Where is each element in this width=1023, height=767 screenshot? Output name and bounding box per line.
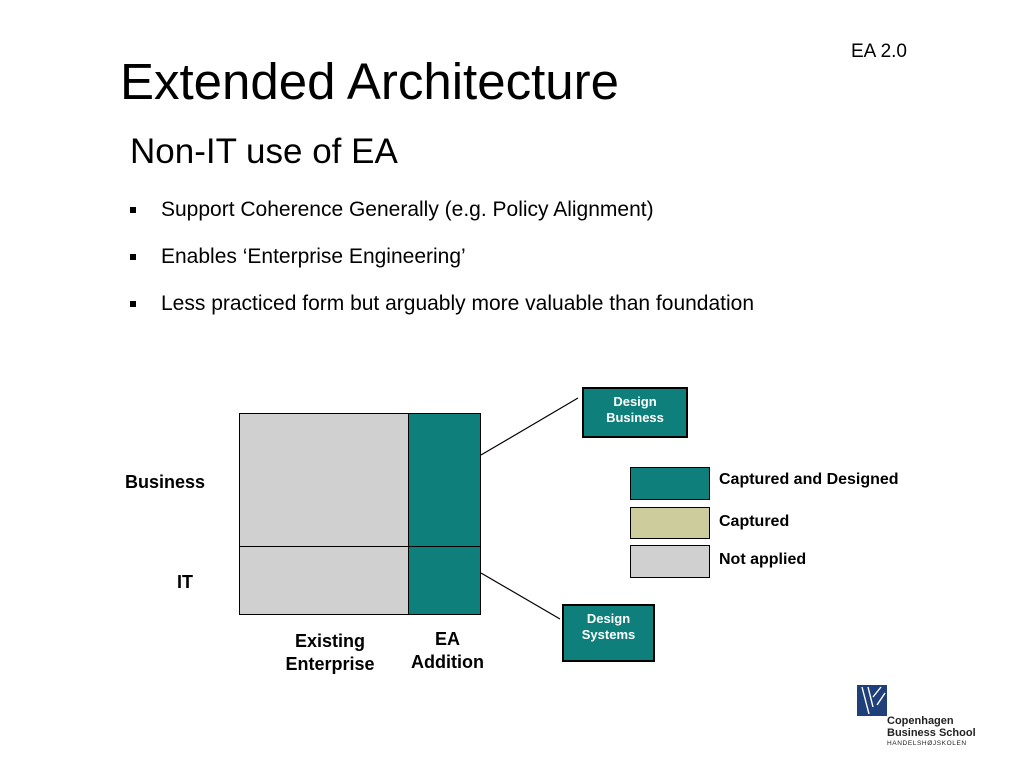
legend-swatch-captured-and-designed (630, 467, 710, 500)
column-label-line: Addition (411, 652, 484, 672)
bullet-text: Enables ‘Enterprise Engineering’ (161, 245, 466, 268)
legend-label-captured-and-designed: Captured and Designed (719, 471, 899, 488)
connector-line-business (481, 398, 578, 455)
existing-business-block (239, 413, 409, 547)
column-label-ea-addition (395, 628, 500, 674)
connector-line-systems (481, 573, 560, 619)
column-label-existing-enterprise (270, 630, 390, 676)
bullet-text: Support Coherence Generally (e.g. Policy Alignment) (161, 198, 654, 221)
legend-label-captured: Captured (719, 513, 790, 530)
slide-title: Extended Architecture (120, 53, 619, 110)
design-box-line: Business (606, 410, 664, 425)
design-box-line: Systems (581, 627, 636, 642)
column-label-line: Enterprise (285, 654, 375, 674)
cbs-logo-mark-icon (857, 685, 887, 716)
slide-tag: EA 2.0 (851, 41, 907, 62)
logo-line-copenhagen: Copenhagen (887, 715, 954, 727)
logo-line-business-school: Business School (887, 727, 976, 739)
cbs-logo (857, 685, 987, 755)
design-systems-box (562, 604, 655, 662)
slide-subtitle: Non-IT use of EA (130, 132, 398, 171)
design-box-line: Design (586, 611, 631, 626)
legend-swatch-not-applied (630, 545, 710, 578)
logo-line-handelshojskolen: HANDELSHØJSKOLEN (887, 740, 967, 747)
column-label-line: EA (434, 629, 460, 649)
design-business-box (582, 387, 688, 438)
legend-label-not-applied: Not applied (719, 551, 807, 568)
design-box-line: Design (613, 394, 657, 409)
legend-swatch-captured (630, 507, 710, 539)
row-label-it: IT (177, 572, 193, 592)
column-label-line: Existing (294, 631, 365, 651)
ea-business-block (408, 413, 481, 547)
ea-it-block (408, 546, 481, 615)
row-label-business: Business (125, 472, 206, 492)
bullet-text: Less practiced form but arguably more valuable than foundation (161, 292, 755, 315)
existing-it-block (239, 546, 409, 615)
